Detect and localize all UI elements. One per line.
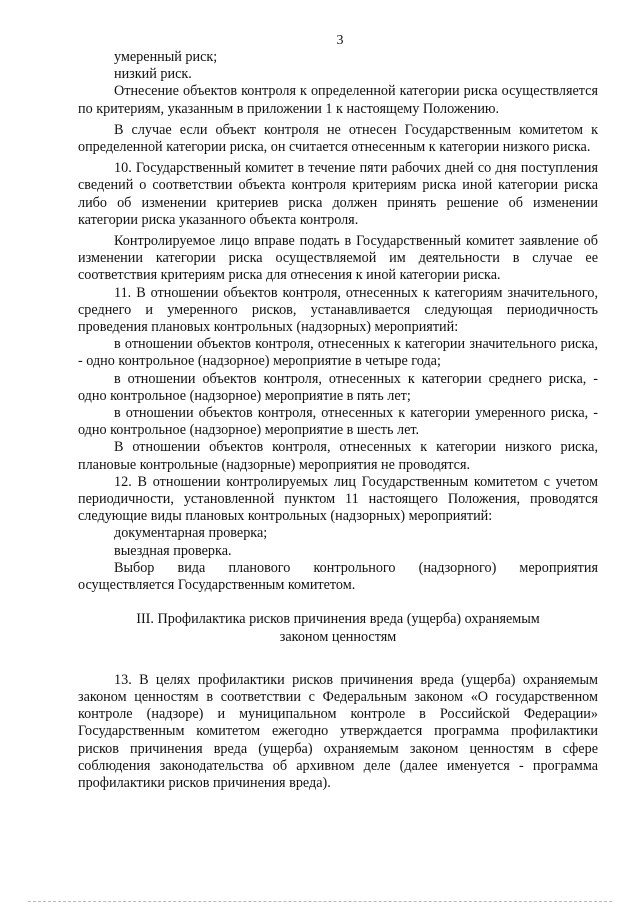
paragraph-low-risk-no-inspections: В отношении объектов контроля, отнесенных к категории низкого риска, плановые контрольные (надзорные) мероприятия не проводятся. [78,439,598,473]
paragraph-medium-risk-frequency: в отношении объектов контроля, отнесенных к категории среднего риска, - одно контрольное (надзорное) мероприятие в пять лет; [78,370,598,404]
paragraph-moderate-risk: умеренный риск; [114,49,218,65]
paragraph-item-11: 11. В отношении объектов контроля, отнесенных к категориям значительного, среднего и умеренного рисков, устанавливается следующая периодичность проведения плановых контрольных (надзорных) мероприятий: [78,284,598,336]
paragraph-item-12: 12. В отношении контролируемых лиц Государственным комитетом с учетом периодичности, установленной пунктом 11 настоящего Положения, проводятся следующие виды плановых контрольных (надзорных) мероприятий: [78,473,598,525]
paragraph-documentary-inspection: документарная проверка; [114,525,268,542]
paragraph-item-10: 10. Государственный комитет в течение пяти рабочих дней со дня поступления сведений о соответствии объекта контроля критериям риска иной категории риска либо об изменении критериев риска должен принять решение об изменении категории риска указанного объекта контроля. [78,160,598,228]
paragraph-default-low-risk: В случае если объект контроля не отнесен Государственным комитетом к определенной категории риска, он считается отнесенным к категории низкого риска. [78,121,598,156]
paragraph-low-risk: низкий риск. [114,66,192,83]
page-number: 3 [336,33,344,48]
paragraph-inspection-choice: Выбор вида планового контрольного (надзорного) мероприятия осуществляется Государственным комитетом. [78,559,598,594]
paragraph-field-inspection: выездная проверка. [114,542,232,559]
section-heading: III. Профилактика рисков причинения вреда (ущерба) охраняемым законом ценностям [136,611,540,645]
paragraph-moderate-risk-frequency: в отношении объектов контроля, отнесенных к категории умеренного риска, - одно контрольное (надзорное) мероприятие в шесть лет. [78,405,598,439]
paragraph-risk-criteria: Отнесение объектов контроля к определенной категории риска осуществляется по критериям, указанным в приложении 1 к настоящему Положению. [78,83,598,117]
page-bottom-divider [28,901,612,903]
paragraph-significant-risk-frequency: в отношении объектов контроля, отнесенных к категории значительного риска, - одно контрольное (надзорное) мероприятие в четыре года; [78,336,598,370]
document-body [78,49,598,792]
paragraph-controlled-person-request: Контролируемое лицо вправе подать в Государственный комитет заявление об изменении категории риска осуществляемой им деятельности в случае ее соответствия критериям риска для отнесения к иной категории риска. [78,233,598,284]
paragraph-item-13: 13. В целях профилактики рисков причинения вреда (ущерба) охраняемым законом ценностям в соответствии с Федеральным законом «О государственном контроле (надзоре) и муниципальном контроле в Российской Федерации» Государственным комитетом ежегодно утверждается программа профилактики рисков причинения вреда (ущерба) охраняемым законом ценностям в сфере соблюдения законодательства об архивном деле (далее именуется - программа профилактики рисков причинения вреда). [78,671,598,791]
